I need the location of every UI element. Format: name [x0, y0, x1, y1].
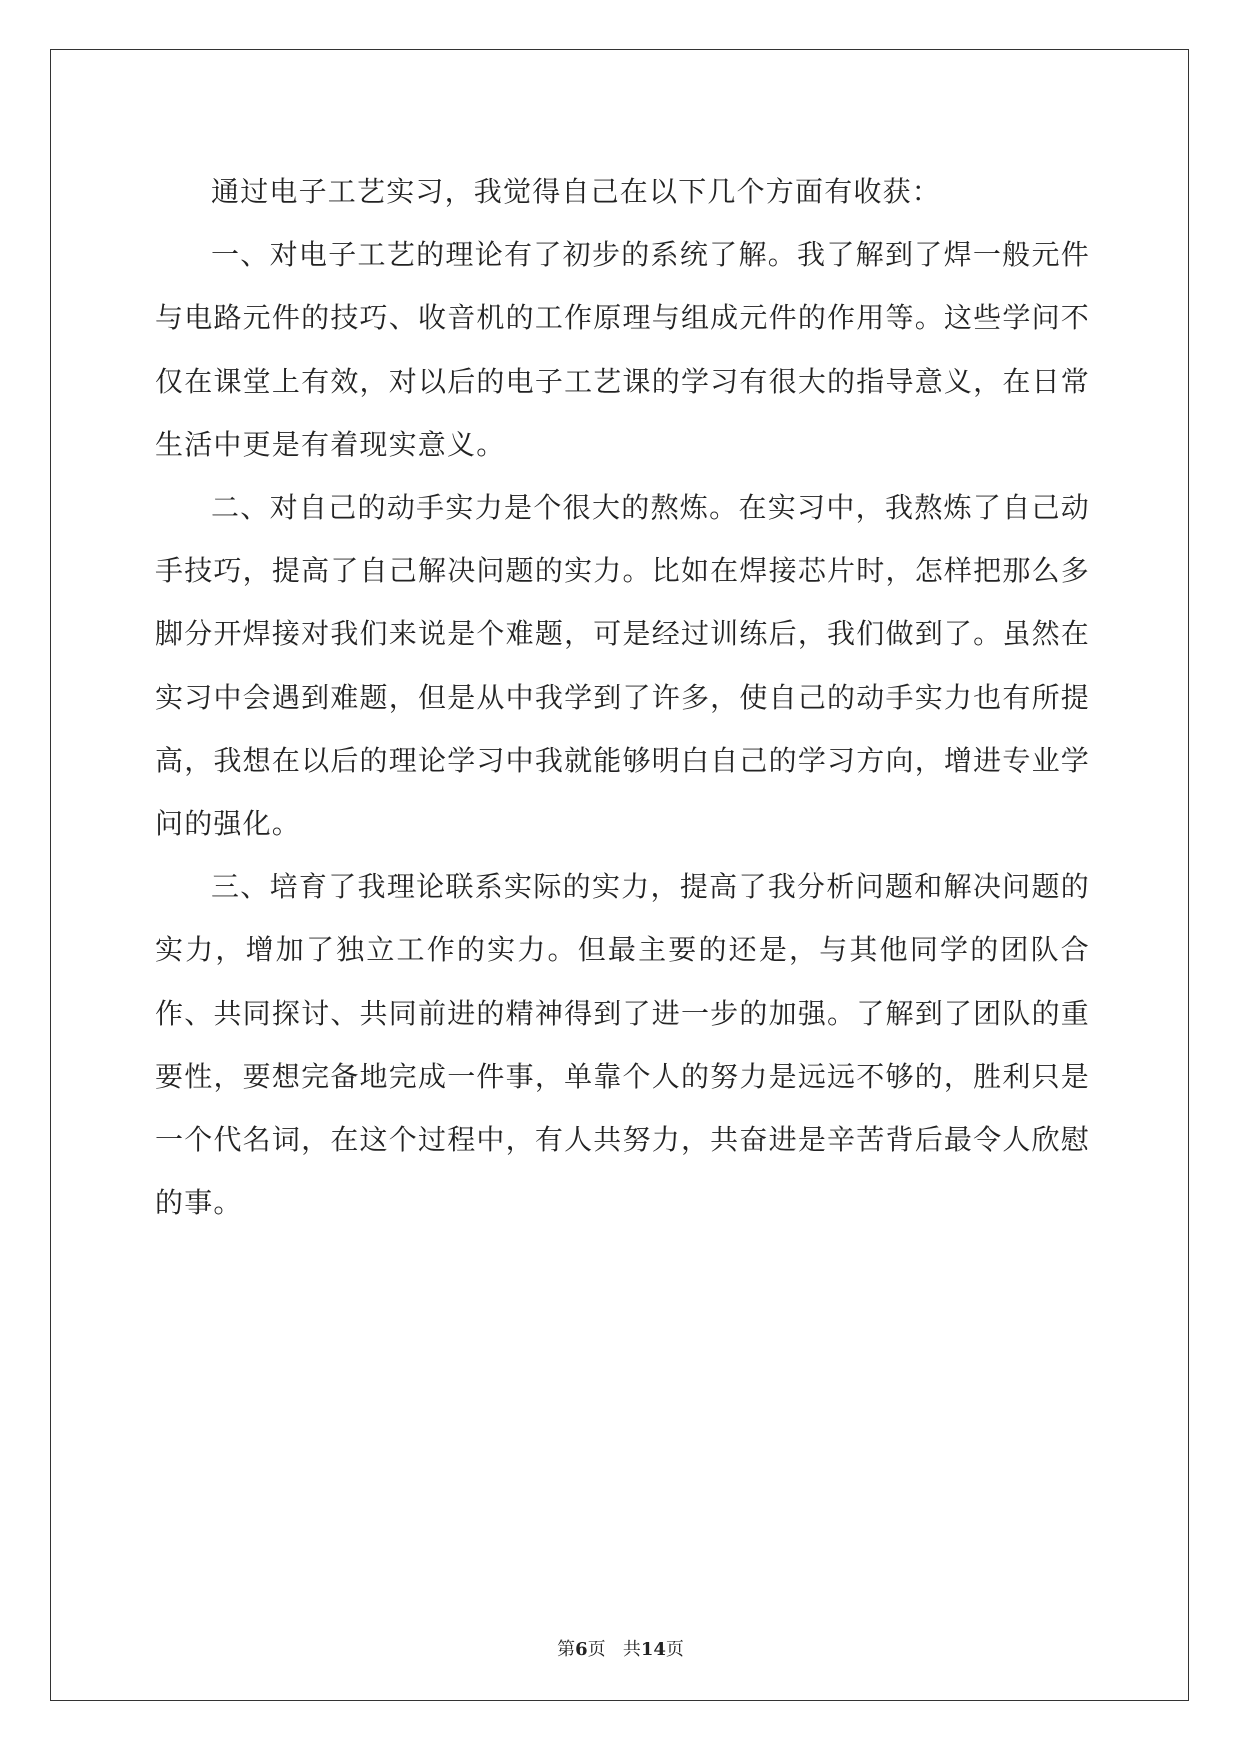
total-prefix: 共	[622, 1639, 641, 1660]
paragraph-point-2: 二、对自己的动手实力是个很大的熬炼。在实习中，我熬炼了自己动手技巧，提高了自己解决问题的实力。比如在焊接芯片时，怎样把那么多脚分开焊接对我们来说是个难题，可是经过训练后，我们做到了。虽然在实习中会遇到难题，但是从中我学到了许多，使自己的动手实力也有所提高，我想在以后的理论学习中我就能够明白自己的学习方向，增进专业学问的强化。	[155, 491, 1090, 841]
page-suffix: 页	[587, 1639, 606, 1660]
total-suffix: 页	[665, 1639, 684, 1660]
paragraph-point-3: 三、培育了我理论联系实际的实力，提高了我分析问题和解决问题的实力，增加了独立工作的实力。但最主要的还是，与其他同学的团队合作、共同探讨、共同前进的精神得到了进一步的加强。了解到了团队的重要性，要想完备地完成一件事，单靠个人的努力是远远不够的，胜利只是一个代名词，在这个过程中，有人共努力，共奋进是辛苦背后最令人欣慰的事。	[155, 870, 1090, 1220]
paragraph-point-1: 一、对电子工艺的理论有了初步的系统了解。我了解到了焊一般元件与电路元件的技巧、收音机的工作原理与组成元件的作用等。这些学问不仅在课堂上有效，对以后的电子工艺课的学习有很大的指导意义，在日常生活中更是有着现实意义。	[155, 238, 1090, 461]
page-footer	[0, 1635, 1241, 1661]
paragraph-intro: 通过电子工艺实习，我觉得自己在以下几个方面有收获：	[211, 175, 942, 208]
total-page-count: 14	[640, 1639, 666, 1660]
page-prefix: 第	[557, 1639, 576, 1660]
current-page-number: 6	[575, 1639, 588, 1660]
document-body	[155, 160, 1090, 1234]
